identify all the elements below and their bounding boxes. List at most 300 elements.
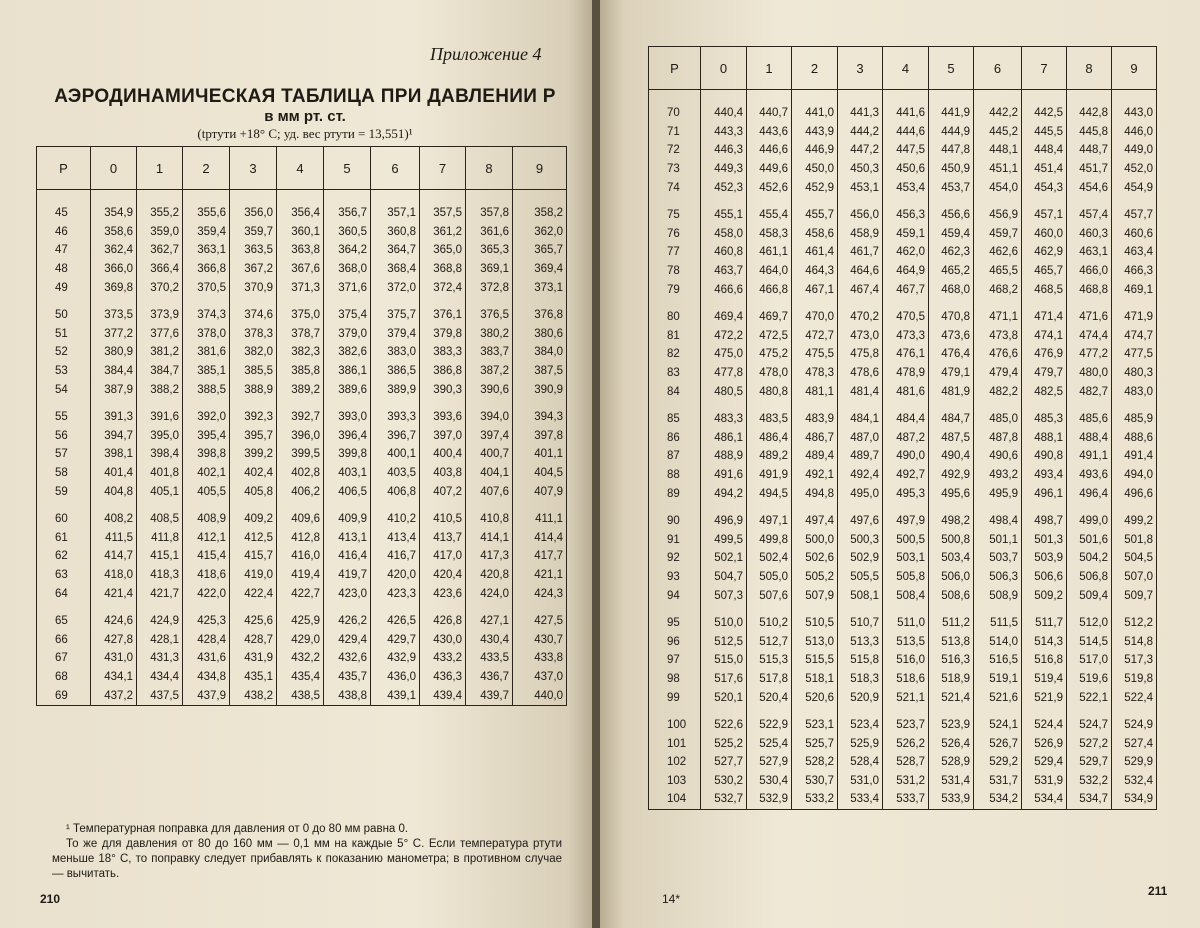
row-pressure: 66 bbox=[37, 630, 91, 649]
row-pressure: 70 bbox=[649, 104, 701, 123]
cell-value: 441,0 bbox=[792, 104, 838, 123]
table-row bbox=[37, 399, 567, 427]
cell-value: 439,1 bbox=[371, 686, 420, 705]
cell-value: 468,5 bbox=[1022, 280, 1067, 299]
cell-value: 413,7 bbox=[420, 529, 466, 548]
page-number-right: 211 bbox=[1148, 884, 1168, 898]
cell-value: 510,2 bbox=[747, 605, 792, 633]
cell-value: 463,4 bbox=[1112, 243, 1157, 262]
cell-value: 393,0 bbox=[324, 399, 371, 427]
cell-value: 372,4 bbox=[420, 278, 466, 297]
cell-value: 403,1 bbox=[324, 464, 371, 483]
cell-value: 460,8 bbox=[701, 243, 747, 262]
cell-value: 436,7 bbox=[466, 668, 513, 687]
cell-value: 521,4 bbox=[929, 688, 974, 707]
cell-value: 456,3 bbox=[883, 197, 929, 225]
cell-value: 448,1 bbox=[974, 141, 1022, 160]
cell-value: 492,7 bbox=[883, 466, 929, 485]
cell-value: 443,3 bbox=[701, 123, 747, 142]
cell-value: 390,6 bbox=[466, 380, 513, 399]
cell-value: 496,1 bbox=[1022, 484, 1067, 503]
cell-value: 534,7 bbox=[1067, 790, 1112, 809]
cell-value: 457,4 bbox=[1067, 197, 1112, 225]
cell-value: 412,1 bbox=[183, 529, 230, 548]
cell-value: 524,1 bbox=[974, 707, 1022, 735]
cell-value: 375,7 bbox=[371, 297, 420, 325]
cell-value: 391,3 bbox=[91, 399, 137, 427]
row-pressure: 89 bbox=[649, 484, 701, 503]
cell-value: 367,6 bbox=[277, 260, 324, 279]
cell-value: 372,0 bbox=[371, 278, 420, 297]
cell-value: 475,8 bbox=[838, 345, 883, 364]
book-spine bbox=[592, 0, 600, 928]
cell-value: 430,0 bbox=[420, 630, 466, 649]
cell-value: 399,8 bbox=[324, 445, 371, 464]
cell-value: 455,7 bbox=[792, 197, 838, 225]
cell-value: 385,8 bbox=[277, 362, 324, 381]
cell-value: 363,1 bbox=[183, 241, 230, 260]
cell-value: 429,0 bbox=[277, 630, 324, 649]
cell-value: 512,2 bbox=[1112, 605, 1157, 633]
page-number-left: 210 bbox=[40, 892, 61, 906]
cell-value: 401,1 bbox=[513, 445, 567, 464]
cell-value: 454,6 bbox=[1067, 178, 1112, 197]
cell-value: 527,4 bbox=[1112, 734, 1157, 753]
row-pressure: 50 bbox=[37, 297, 91, 325]
row-pressure: 72 bbox=[649, 141, 701, 160]
cell-value: 500,0 bbox=[792, 530, 838, 549]
cell-value: 447,8 bbox=[929, 141, 974, 160]
cell-value: 479,4 bbox=[974, 364, 1022, 383]
cell-value: 377,2 bbox=[91, 325, 137, 344]
cell-value: 459,1 bbox=[883, 225, 929, 244]
cell-value: 469,1 bbox=[1112, 280, 1157, 299]
cell-value: 384,0 bbox=[513, 343, 567, 362]
cell-value: 534,4 bbox=[1022, 790, 1067, 809]
cell-value: 398,8 bbox=[183, 445, 230, 464]
cell-value: 489,7 bbox=[838, 447, 883, 466]
cell-value: 446,3 bbox=[701, 141, 747, 160]
row-pressure: 104 bbox=[649, 790, 701, 809]
row-pressure: 69 bbox=[37, 686, 91, 705]
cell-value: 534,2 bbox=[974, 790, 1022, 809]
cell-value: 407,2 bbox=[420, 482, 466, 501]
cell-value: 466,3 bbox=[1112, 262, 1157, 281]
cell-value: 502,1 bbox=[701, 549, 747, 568]
cell-value: 476,4 bbox=[929, 345, 974, 364]
cell-value: 486,7 bbox=[792, 429, 838, 448]
cell-value: 471,9 bbox=[1112, 299, 1157, 327]
cell-value: 426,2 bbox=[324, 603, 371, 631]
cell-value: 516,0 bbox=[883, 651, 929, 670]
cell-value: 425,3 bbox=[183, 603, 230, 631]
cell-value: 461,4 bbox=[792, 243, 838, 262]
cell-value: 439,7 bbox=[466, 686, 513, 705]
cell-value: 508,9 bbox=[974, 586, 1022, 605]
cell-value: 516,8 bbox=[1022, 651, 1067, 670]
cell-value: 361,6 bbox=[466, 223, 513, 242]
cell-value: 502,9 bbox=[838, 549, 883, 568]
cell-value: 531,9 bbox=[1022, 772, 1067, 791]
cell-value: 363,5 bbox=[230, 241, 277, 260]
cell-value: 511,2 bbox=[929, 605, 974, 633]
cell-value: 370,9 bbox=[230, 278, 277, 297]
cell-value: 489,2 bbox=[747, 447, 792, 466]
cell-value: 364,7 bbox=[371, 241, 420, 260]
table-row bbox=[37, 343, 567, 362]
cell-value: 435,1 bbox=[230, 668, 277, 687]
cell-value: 467,4 bbox=[838, 280, 883, 299]
row-pressure: 103 bbox=[649, 772, 701, 791]
row-pressure: 90 bbox=[649, 503, 701, 531]
cell-value: 522,1 bbox=[1067, 688, 1112, 707]
cell-value: 493,2 bbox=[974, 466, 1022, 485]
cell-value: 442,2 bbox=[974, 104, 1022, 123]
cell-value: 485,0 bbox=[974, 401, 1022, 429]
cell-value: 491,6 bbox=[701, 466, 747, 485]
table-row bbox=[37, 649, 567, 668]
cell-value: 508,1 bbox=[838, 586, 883, 605]
cell-value: 494,5 bbox=[747, 484, 792, 503]
cell-value: 460,3 bbox=[1067, 225, 1112, 244]
cell-value: 532,2 bbox=[1067, 772, 1112, 791]
table-row bbox=[649, 225, 1157, 244]
cell-value: 410,2 bbox=[371, 501, 420, 529]
cell-value: 428,1 bbox=[137, 630, 183, 649]
header-col-6: 6 bbox=[371, 147, 420, 190]
cell-value: 508,6 bbox=[929, 586, 974, 605]
cell-value: 361,2 bbox=[420, 223, 466, 242]
cell-value: 524,9 bbox=[1112, 707, 1157, 735]
header-col-8: 8 bbox=[466, 147, 513, 190]
cell-value: 424,3 bbox=[513, 584, 567, 603]
cell-value: 518,1 bbox=[792, 670, 838, 689]
header-col-5: 5 bbox=[324, 147, 371, 190]
cell-value: 510,0 bbox=[701, 605, 747, 633]
cell-value: 421,4 bbox=[91, 584, 137, 603]
cell-value: 480,0 bbox=[1067, 364, 1112, 383]
cell-value: 526,4 bbox=[929, 734, 974, 753]
header-col-2: 2 bbox=[183, 147, 230, 190]
cell-value: 496,4 bbox=[1067, 484, 1112, 503]
row-pressure: 51 bbox=[37, 325, 91, 344]
table-row bbox=[37, 223, 567, 242]
cell-value: 396,4 bbox=[324, 427, 371, 446]
cell-value: 420,4 bbox=[420, 566, 466, 585]
cell-value: 357,1 bbox=[371, 204, 420, 223]
cell-value: 521,6 bbox=[974, 688, 1022, 707]
cell-value: 365,7 bbox=[513, 241, 567, 260]
row-pressure: 97 bbox=[649, 651, 701, 670]
cell-value: 498,2 bbox=[929, 503, 974, 531]
cell-value: 435,4 bbox=[277, 668, 324, 687]
cell-value: 427,8 bbox=[91, 630, 137, 649]
cell-value: 446,0 bbox=[1112, 123, 1157, 142]
cell-value: 468,8 bbox=[1067, 280, 1112, 299]
cell-value: 464,6 bbox=[838, 262, 883, 281]
cell-value: 366,8 bbox=[183, 260, 230, 279]
cell-value: 508,4 bbox=[883, 586, 929, 605]
cell-value: 528,7 bbox=[883, 753, 929, 772]
cell-value: 436,0 bbox=[371, 668, 420, 687]
cell-value: 529,2 bbox=[974, 753, 1022, 772]
cell-value: 378,0 bbox=[183, 325, 230, 344]
cell-value: 457,1 bbox=[1022, 197, 1067, 225]
cell-value: 517,0 bbox=[1067, 651, 1112, 670]
cell-value: 494,8 bbox=[792, 484, 838, 503]
cell-value: 359,0 bbox=[137, 223, 183, 242]
cell-value: 440,0 bbox=[513, 686, 567, 705]
cell-value: 477,2 bbox=[1067, 345, 1112, 364]
cell-value: 368,8 bbox=[420, 260, 466, 279]
cell-value: 492,1 bbox=[792, 466, 838, 485]
table-row bbox=[649, 466, 1157, 485]
cell-value: 474,4 bbox=[1067, 327, 1112, 346]
cell-value: 422,7 bbox=[277, 584, 324, 603]
cell-value: 402,1 bbox=[183, 464, 230, 483]
cell-value: 521,9 bbox=[1022, 688, 1067, 707]
cell-value: 434,1 bbox=[91, 668, 137, 687]
cell-value: 399,2 bbox=[230, 445, 277, 464]
cell-value: 450,0 bbox=[792, 160, 838, 179]
cell-value: 414,4 bbox=[513, 529, 567, 548]
cell-value: 450,3 bbox=[838, 160, 883, 179]
cell-value: 502,6 bbox=[792, 549, 838, 568]
cell-value: 499,8 bbox=[747, 530, 792, 549]
cell-value: 463,7 bbox=[701, 262, 747, 281]
cell-value: 496,9 bbox=[701, 503, 747, 531]
cell-value: 359,4 bbox=[183, 223, 230, 242]
cell-value: 520,6 bbox=[792, 688, 838, 707]
cell-value: 514,5 bbox=[1067, 632, 1112, 651]
cell-value: 424,6 bbox=[91, 603, 137, 631]
header-col-9: 9 bbox=[1112, 47, 1157, 90]
row-pressure: 57 bbox=[37, 445, 91, 464]
cell-value: 398,1 bbox=[91, 445, 137, 464]
cell-value: 533,7 bbox=[883, 790, 929, 809]
cell-value: 504,2 bbox=[1067, 549, 1112, 568]
cell-value: 368,0 bbox=[324, 260, 371, 279]
cell-value: 474,1 bbox=[1022, 327, 1067, 346]
cell-value: 397,0 bbox=[420, 427, 466, 446]
cell-value: 388,9 bbox=[230, 380, 277, 399]
cell-value: 357,5 bbox=[420, 204, 466, 223]
cell-value: 527,9 bbox=[747, 753, 792, 772]
cell-value: 483,9 bbox=[792, 401, 838, 429]
cell-value: 443,6 bbox=[747, 123, 792, 142]
cell-value: 482,2 bbox=[974, 382, 1022, 401]
row-pressure: 83 bbox=[649, 364, 701, 383]
cell-value: 517,3 bbox=[1112, 651, 1157, 670]
row-pressure: 102 bbox=[649, 753, 701, 772]
cell-value: 464,9 bbox=[883, 262, 929, 281]
cell-value: 516,5 bbox=[974, 651, 1022, 670]
cell-value: 484,4 bbox=[883, 401, 929, 429]
cell-value: 521,1 bbox=[883, 688, 929, 707]
row-pressure: 63 bbox=[37, 566, 91, 585]
row-pressure: 60 bbox=[37, 501, 91, 529]
cell-value: 466,6 bbox=[701, 280, 747, 299]
cell-value: 463,1 bbox=[1067, 243, 1112, 262]
row-pressure: 49 bbox=[37, 278, 91, 297]
cell-value: 483,5 bbox=[747, 401, 792, 429]
cell-value: 479,7 bbox=[1022, 364, 1067, 383]
cell-value: 525,7 bbox=[792, 734, 838, 753]
cell-value: 470,5 bbox=[883, 299, 929, 327]
cell-value: 438,5 bbox=[277, 686, 324, 705]
cell-value: 495,0 bbox=[838, 484, 883, 503]
cell-value: 519,1 bbox=[974, 670, 1022, 689]
row-pressure: 58 bbox=[37, 464, 91, 483]
cell-value: 419,0 bbox=[230, 566, 277, 585]
cell-value: 400,7 bbox=[466, 445, 513, 464]
cell-value: 494,2 bbox=[701, 484, 747, 503]
cell-value: 422,4 bbox=[230, 584, 277, 603]
cell-value: 383,7 bbox=[466, 343, 513, 362]
row-pressure: 62 bbox=[37, 547, 91, 566]
table-row bbox=[649, 651, 1157, 670]
cell-value: 506,3 bbox=[974, 568, 1022, 587]
cell-value: 403,5 bbox=[371, 464, 420, 483]
cell-value: 417,0 bbox=[420, 547, 466, 566]
cell-value: 417,3 bbox=[466, 547, 513, 566]
cell-value: 449,0 bbox=[1112, 141, 1157, 160]
cell-value: 490,8 bbox=[1022, 447, 1067, 466]
cell-value: 483,0 bbox=[1112, 382, 1157, 401]
row-pressure: 91 bbox=[649, 530, 701, 549]
cell-value: 468,0 bbox=[929, 280, 974, 299]
cell-value: 379,8 bbox=[420, 325, 466, 344]
cell-value: 530,7 bbox=[792, 772, 838, 791]
cell-value: 522,4 bbox=[1112, 688, 1157, 707]
cell-value: 503,9 bbox=[1022, 549, 1067, 568]
cell-value: 454,3 bbox=[1022, 178, 1067, 197]
cell-value: 527,7 bbox=[701, 753, 747, 772]
cell-value: 431,9 bbox=[230, 649, 277, 668]
cell-value: 396,0 bbox=[277, 427, 324, 446]
cell-value: 376,5 bbox=[466, 297, 513, 325]
row-pressure: 77 bbox=[649, 243, 701, 262]
cell-value: 456,6 bbox=[929, 197, 974, 225]
cell-value: 423,0 bbox=[324, 584, 371, 603]
cell-value: 428,4 bbox=[183, 630, 230, 649]
cell-value: 477,5 bbox=[1112, 345, 1157, 364]
cell-value: 431,6 bbox=[183, 649, 230, 668]
cell-value: 429,7 bbox=[371, 630, 420, 649]
cell-value: 480,8 bbox=[747, 382, 792, 401]
cell-value: 476,6 bbox=[974, 345, 1022, 364]
cell-value: 453,7 bbox=[929, 178, 974, 197]
cell-value: 488,4 bbox=[1067, 429, 1112, 448]
table-row bbox=[37, 482, 567, 501]
cell-value: 437,9 bbox=[183, 686, 230, 705]
cell-value: 475,5 bbox=[792, 345, 838, 364]
cell-value: 466,8 bbox=[747, 280, 792, 299]
cell-value: 393,3 bbox=[371, 399, 420, 427]
cell-value: 406,8 bbox=[371, 482, 420, 501]
cell-value: 464,0 bbox=[747, 262, 792, 281]
cell-value: 533,9 bbox=[929, 790, 974, 809]
row-pressure: 65 bbox=[37, 603, 91, 631]
cell-value: 528,2 bbox=[792, 753, 838, 772]
cell-value: 514,8 bbox=[1112, 632, 1157, 651]
cell-value: 411,8 bbox=[137, 529, 183, 548]
cell-value: 491,1 bbox=[1067, 447, 1112, 466]
cell-value: 419,7 bbox=[324, 566, 371, 585]
table-row bbox=[37, 529, 567, 548]
cell-value: 438,8 bbox=[324, 686, 371, 705]
cell-value: 511,0 bbox=[883, 605, 929, 633]
cell-value: 430,4 bbox=[466, 630, 513, 649]
cell-value: 423,3 bbox=[371, 584, 420, 603]
row-pressure: 68 bbox=[37, 668, 91, 687]
cell-value: 408,2 bbox=[91, 501, 137, 529]
cell-value: 533,2 bbox=[792, 790, 838, 809]
cell-value: 506,6 bbox=[1022, 568, 1067, 587]
cell-value: 520,4 bbox=[747, 688, 792, 707]
cell-value: 471,6 bbox=[1067, 299, 1112, 327]
row-pressure: 88 bbox=[649, 466, 701, 485]
cell-value: 512,7 bbox=[747, 632, 792, 651]
cell-value: 383,3 bbox=[420, 343, 466, 362]
cell-value: 478,0 bbox=[747, 364, 792, 383]
cell-value: 363,8 bbox=[277, 241, 324, 260]
cell-value: 446,9 bbox=[792, 141, 838, 160]
cell-value: 398,4 bbox=[137, 445, 183, 464]
cell-value: 405,5 bbox=[183, 482, 230, 501]
header-p: Р bbox=[37, 147, 91, 190]
cell-value: 531,0 bbox=[838, 772, 883, 791]
table-row bbox=[37, 204, 567, 223]
footnote-line-1: ¹ Температурная поправка для давления от 0 до 80 мм равна 0. bbox=[66, 823, 409, 835]
cell-value: 458,6 bbox=[792, 225, 838, 244]
cell-value: 420,8 bbox=[466, 566, 513, 585]
cell-value: 450,6 bbox=[883, 160, 929, 179]
cell-value: 369,1 bbox=[466, 260, 513, 279]
header-col-0: 0 bbox=[701, 47, 747, 90]
header-col-1: 1 bbox=[137, 147, 183, 190]
row-pressure: 93 bbox=[649, 568, 701, 587]
cell-value: 433,8 bbox=[513, 649, 567, 668]
cell-value: 483,3 bbox=[701, 401, 747, 429]
cell-value: 471,4 bbox=[1022, 299, 1067, 327]
row-pressure: 59 bbox=[37, 482, 91, 501]
cell-value: 484,1 bbox=[838, 401, 883, 429]
cell-value: 370,2 bbox=[137, 278, 183, 297]
cell-value: 493,6 bbox=[1067, 466, 1112, 485]
cell-value: 424,9 bbox=[137, 603, 183, 631]
cell-value: 414,1 bbox=[466, 529, 513, 548]
cell-value: 384,4 bbox=[91, 362, 137, 381]
cell-value: 379,4 bbox=[371, 325, 420, 344]
cell-value: 396,7 bbox=[371, 427, 420, 446]
cell-value: 454,9 bbox=[1112, 178, 1157, 197]
cell-value: 511,7 bbox=[1022, 605, 1067, 633]
cell-value: 426,5 bbox=[371, 603, 420, 631]
cell-value: 367,2 bbox=[230, 260, 277, 279]
cell-value: 507,3 bbox=[701, 586, 747, 605]
cell-value: 482,5 bbox=[1022, 382, 1067, 401]
cell-value: 453,1 bbox=[838, 178, 883, 197]
cell-value: 513,8 bbox=[929, 632, 974, 651]
cell-value: 364,2 bbox=[324, 241, 371, 260]
cell-value: 475,0 bbox=[701, 345, 747, 364]
table-row bbox=[37, 603, 567, 631]
row-pressure: 80 bbox=[649, 299, 701, 327]
cell-value: 395,4 bbox=[183, 427, 230, 446]
cell-value: 382,3 bbox=[277, 343, 324, 362]
cell-value: 515,5 bbox=[792, 651, 838, 670]
